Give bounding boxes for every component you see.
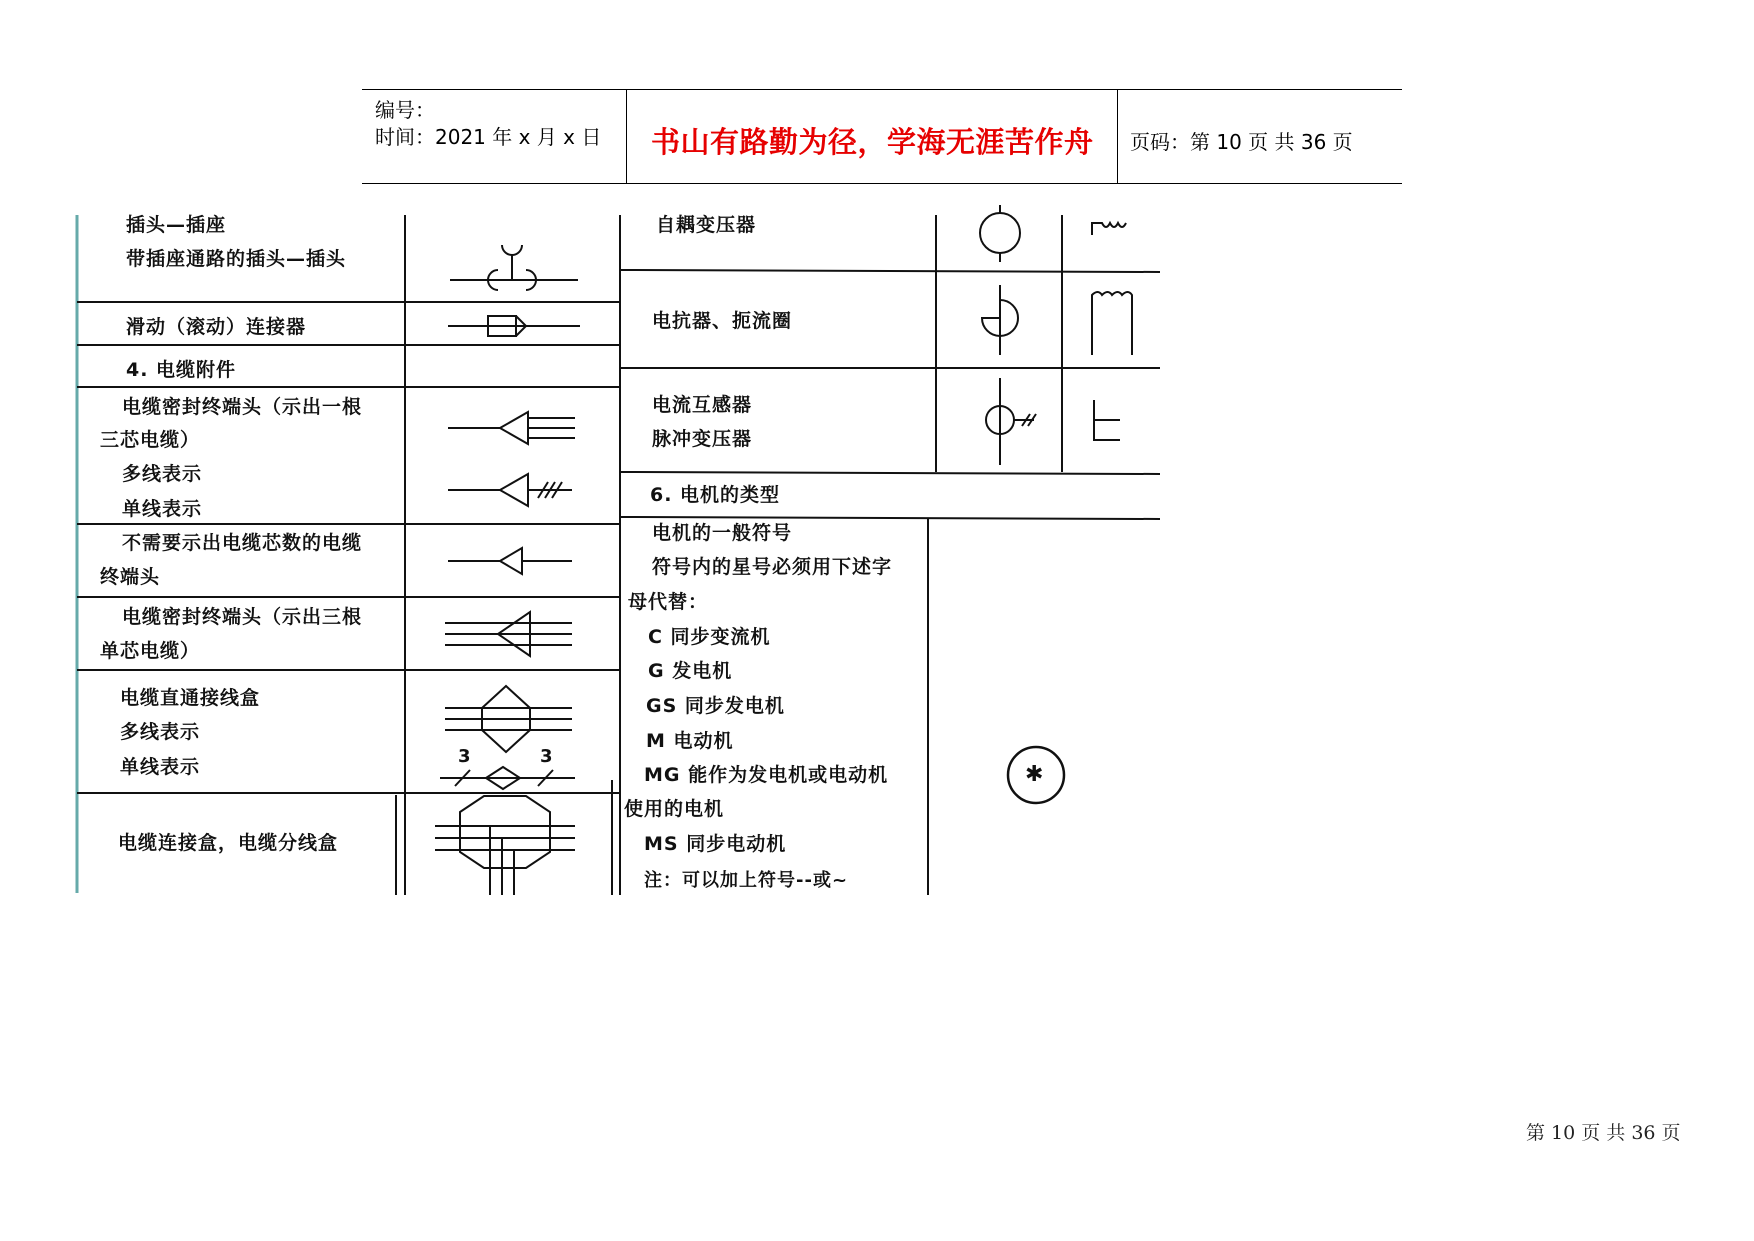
motor-line-10: MS 同步电动机	[644, 833, 787, 855]
motor-star-icon: ✱	[1025, 762, 1045, 787]
left-row6-count-2: 3	[540, 746, 554, 767]
right-row3-line1: 电流互感器	[652, 394, 753, 416]
left-row3-line4: 单线表示	[122, 498, 203, 520]
header-number-label: 编号：	[375, 98, 435, 122]
motor-line-6: GS 同步发电机	[646, 695, 785, 717]
header-date-label: 时间：2021 年 x 月 x 日	[375, 125, 602, 149]
motor-line-1: 电机的一般符号	[652, 522, 793, 544]
motor-line-8: MG 能作为发电机或电动机	[644, 764, 889, 786]
left-row5-line2: 单芯电缆）	[100, 640, 201, 662]
left-row6-line2: 多线表示	[120, 721, 201, 743]
right-row2-label: 电抗器、扼流圈	[652, 310, 793, 332]
left-row6-count-1: 3	[458, 746, 472, 767]
left-row3-line3: 多线表示	[122, 463, 203, 485]
motor-line-9: 使用的电机	[624, 798, 725, 820]
left-row3-line1: 电缆密封终端头（示出一根	[122, 396, 363, 418]
footer-page-number: 第 10 页 共 36 页	[1526, 1122, 1681, 1144]
motor-line-5: G 发电机	[648, 660, 733, 682]
left-row5-line1: 电缆密封终端头（示出三根	[122, 606, 363, 628]
motor-line-3: 母代替：	[628, 591, 709, 613]
left-row3-line2: 三芯电缆）	[100, 429, 201, 451]
motor-line-2: 符号内的星号必须用下述字	[652, 556, 893, 578]
motor-line-7: M 电动机	[646, 730, 734, 752]
left-row6-line3: 单线表示	[120, 756, 201, 778]
left-section-4: 4. 电缆附件	[126, 359, 237, 381]
right-row3-line2: 脉冲变压器	[652, 428, 753, 450]
left-row1-line1: 插头—插座	[126, 214, 227, 236]
motor-line-11: 注：可以加上符号--或~	[644, 870, 849, 891]
right-row1-label: 自耦变压器	[656, 214, 757, 236]
left-row7-label: 电缆连接盒，电缆分线盒	[118, 832, 339, 854]
header-page-code: 页码：第 10 页 共 36 页	[1130, 130, 1353, 154]
left-row4-line2: 终端头	[100, 566, 161, 588]
left-row1-line2: 带插座通路的插头—插头	[126, 248, 347, 270]
motor-line-4: C 同步变流机	[648, 626, 771, 648]
header-motto: 书山有路勤为径，学海无涯苦作舟	[651, 125, 1094, 159]
left-row4-line1: 不需要示出电缆芯数的电缆	[122, 532, 363, 554]
left-row6-line1: 电缆直通接线盒	[120, 687, 261, 709]
left-row2-label: 滑动（滚动）连接器	[126, 316, 307, 338]
right-section-6: 6. 电机的类型	[650, 484, 781, 506]
